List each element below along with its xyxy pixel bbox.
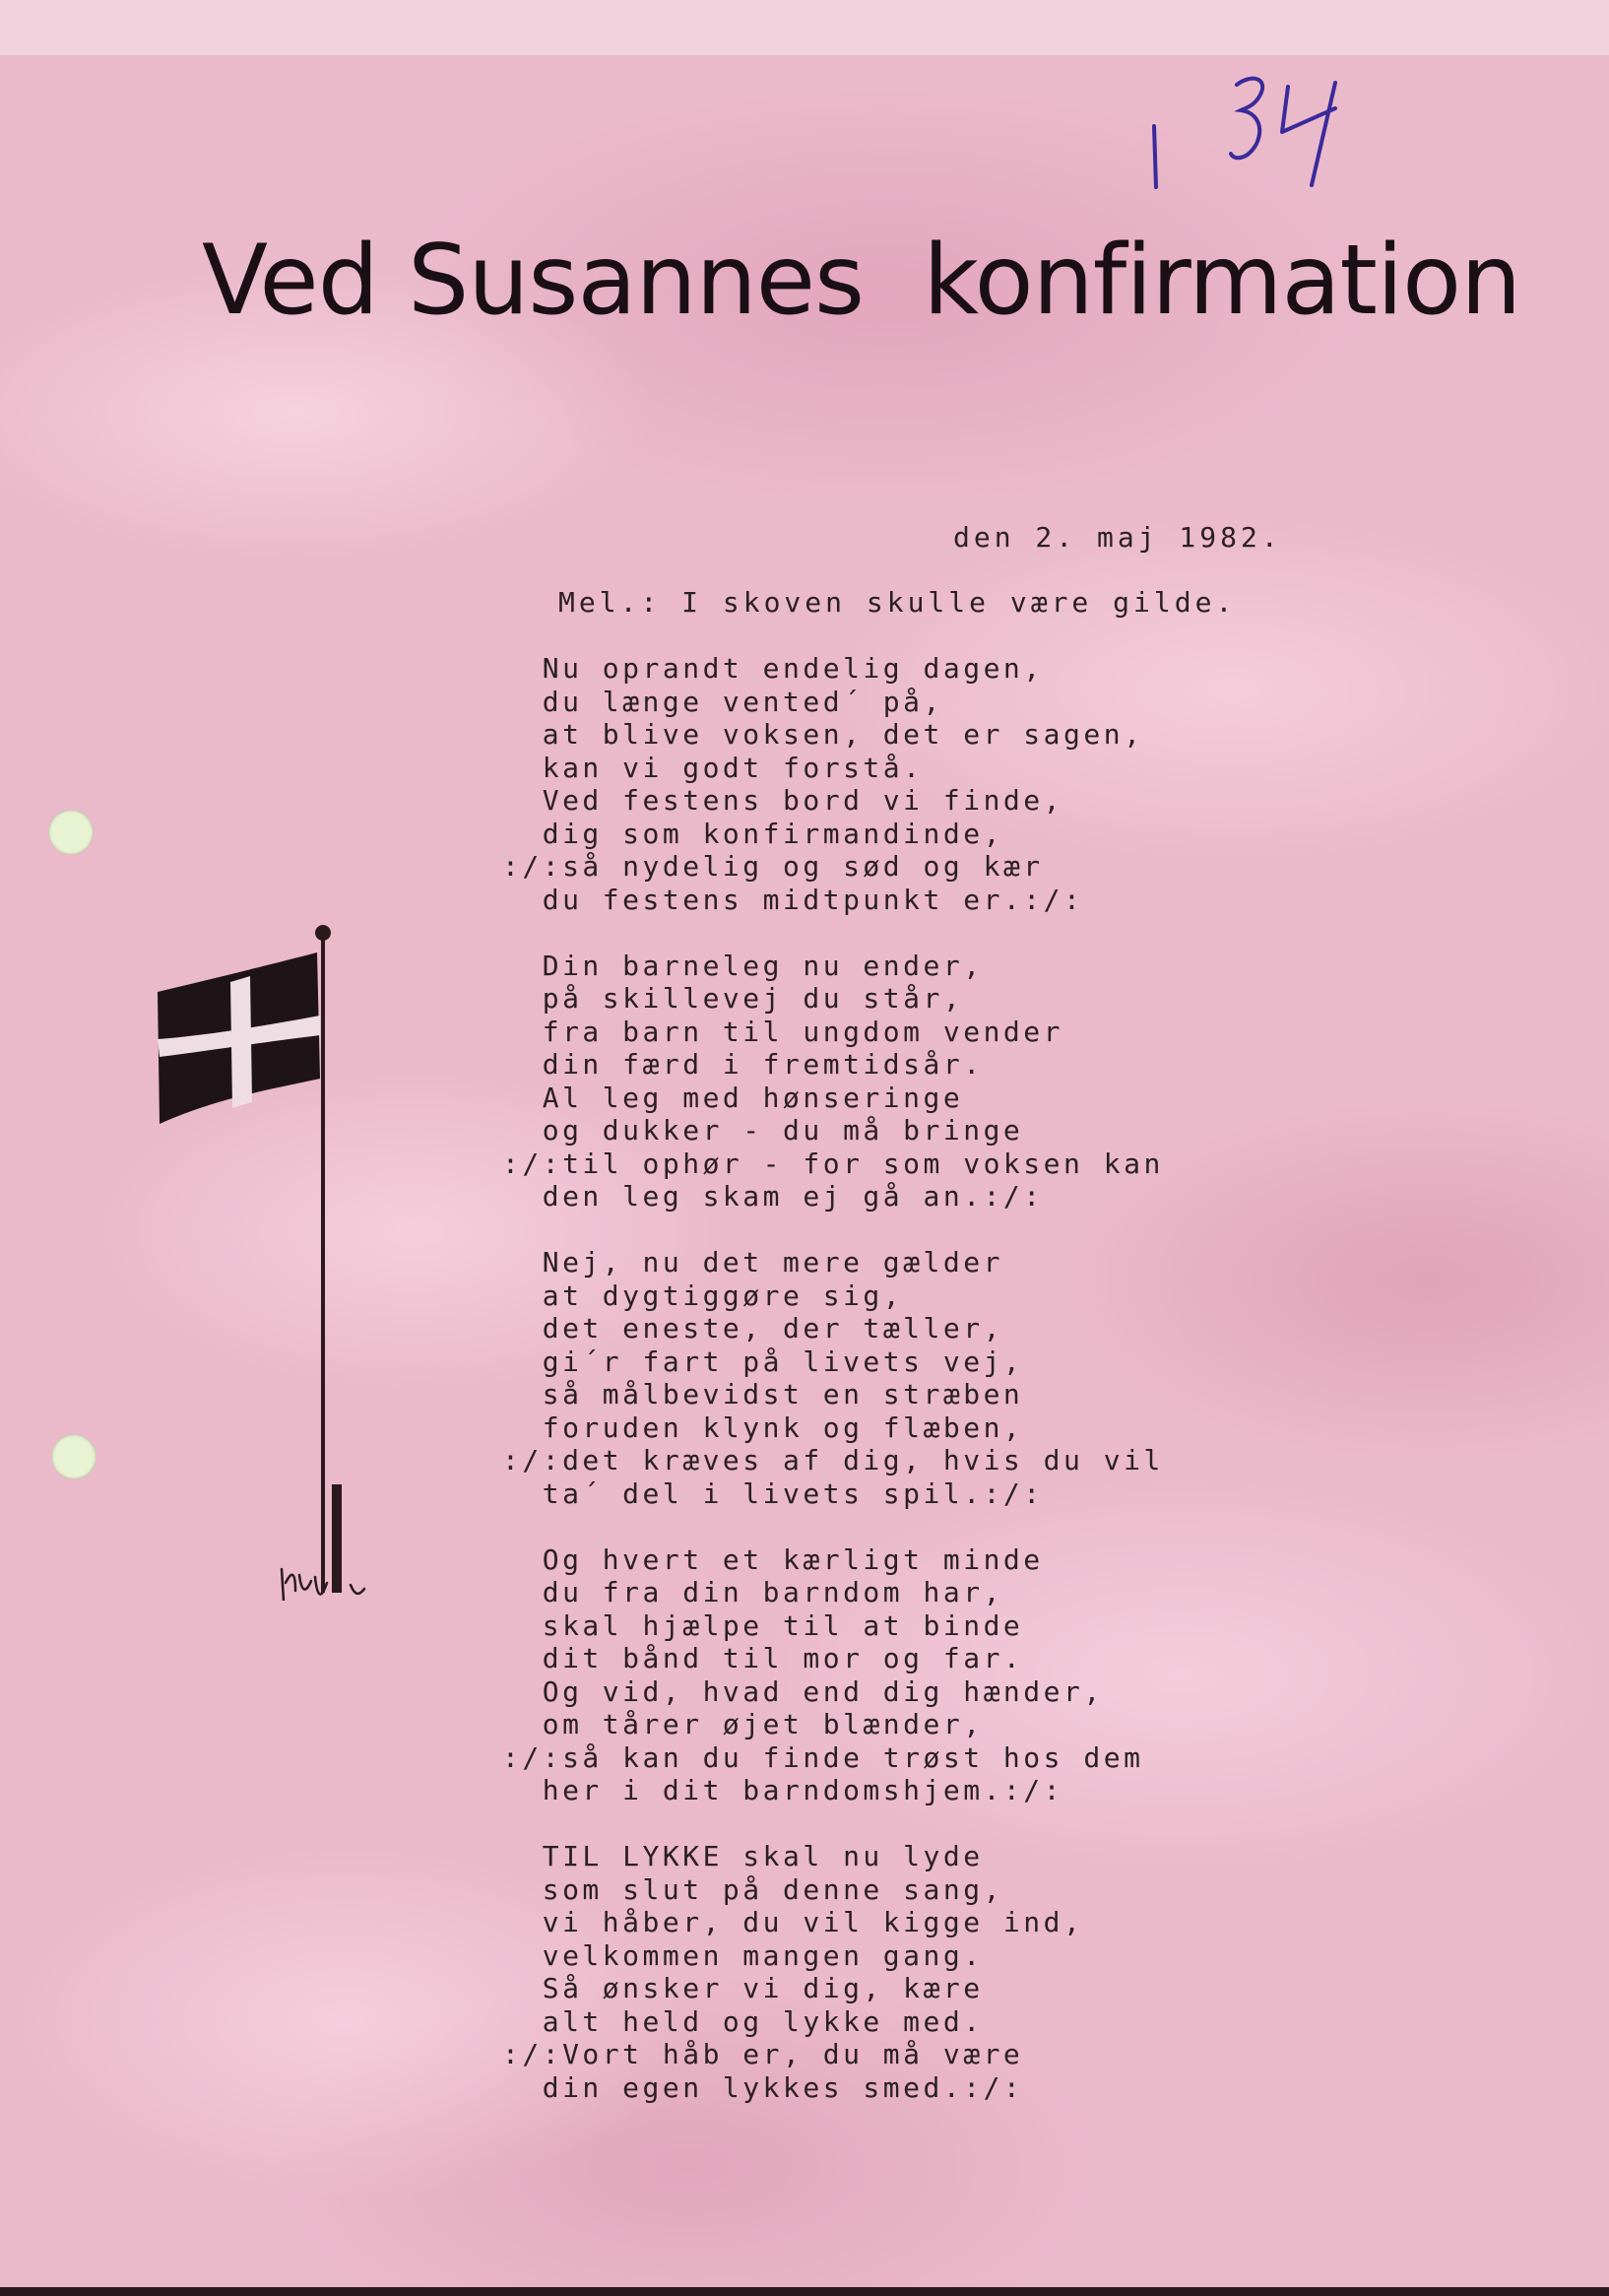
top-edge-strip [0,0,1609,55]
verse-line: du festens midtpunkt er.:/: [502,883,1084,916]
verse-line: Al leg med hønseringe [502,1081,964,1114]
verse-line: Så ønsker vi dig, kære [502,1972,984,2004]
verse-line: alt held og lykke med. [502,2004,984,2038]
verse-4 [502,1543,1487,1807]
punch-hole-bottom [51,1434,97,1479]
verse-line: Nej, nu det mere gælder [502,1246,1003,1279]
verse-line: ta´ del i livets spil.:/: [502,1476,1044,1510]
verse-line: :/:så nydelig og sød og kær [502,850,1044,883]
verse-line: Din barneleg nu ender, [502,949,984,982]
verse-line: dit bånd til mor og far. [502,1642,1024,1674]
verse-line: gi´r fart på livets vej, [502,1345,1024,1378]
verse-line: på skillevej du står, [502,982,964,1015]
date-line: den 2. maj 1982. [953,521,1282,554]
verse-line: din egen lykkes smed.:/: [502,2070,1024,2104]
verse-line: din færd i fremtidsår. [502,1048,984,1081]
song-verses [502,652,1487,2137]
danish-flag-drawing [148,921,394,1601]
verse-line: skal hjælpe til at binde [502,1608,1024,1642]
handwritten-page-number [1142,69,1359,197]
melody-line: Mel.: I skoven skulle være gilde. [558,586,1237,619]
verse-line: vi håber, du vil kigge ind, [502,1906,1084,1938]
verse-3 [502,1246,1487,1510]
bottom-edge-strip [0,2287,1609,2296]
verse-line: så målbevidst en stræben [502,1378,1024,1410]
verse-1 [502,652,1487,916]
verse-line: Ved festens bord vi finde, [502,784,1064,817]
page-title: Ved Susannes konfirmation [202,225,1521,337]
verse-line: den leg skam ej gå an.:/: [502,1180,1044,1213]
verse-line: TIL LYKKE skal nu lyde [502,1840,984,1872]
verse-line: det eneste, der tæller, [502,1312,1003,1345]
verse-line: velkommen mangen gang. [502,1938,984,1972]
verse-line: kan vi godt forstå. [502,751,924,784]
verse-line: :/:Vort håb er, du må være [502,2038,1024,2070]
verse-line: :/:til ophør - for som voksen kan [502,1147,1164,1180]
verse-line: du længe vented´ på, [502,685,943,718]
verse-line: her i dit barndomshjem.:/: [502,1774,1064,1806]
verse-line: som slut på denne sang, [502,1872,1003,1906]
verse-2 [502,950,1487,1214]
verse-line: :/:så kan du finde trøst hos dem [502,1740,1144,1774]
verse-line: du fra din barndom har, [502,1576,1003,1608]
verse-line: at blive voksen, det er sagen, [502,718,1144,751]
punch-hole-top [48,810,94,855]
verse-line: Og vid, hvad end dig hænder, [502,1674,1104,1708]
verse-line: at dygtiggøre sig, [502,1279,904,1312]
verse-line: om tårer øjet blænder, [502,1708,984,1740]
verse-5 [502,1840,1487,2104]
verse-line: Nu oprandt endelig dagen, [502,652,1044,685]
verse-line: fra barn til ungdom vender [502,1015,1064,1048]
verse-line: Og hvert et kærligt minde [502,1542,1044,1576]
verse-line: dig som konfirmandinde, [502,817,1003,850]
verse-line: og dukker - du må bringe [502,1114,1024,1147]
verse-line: :/:det kræves af dig, hvis du vil [502,1444,1164,1476]
verse-line: foruden klynk og flæben, [502,1410,1024,1444]
